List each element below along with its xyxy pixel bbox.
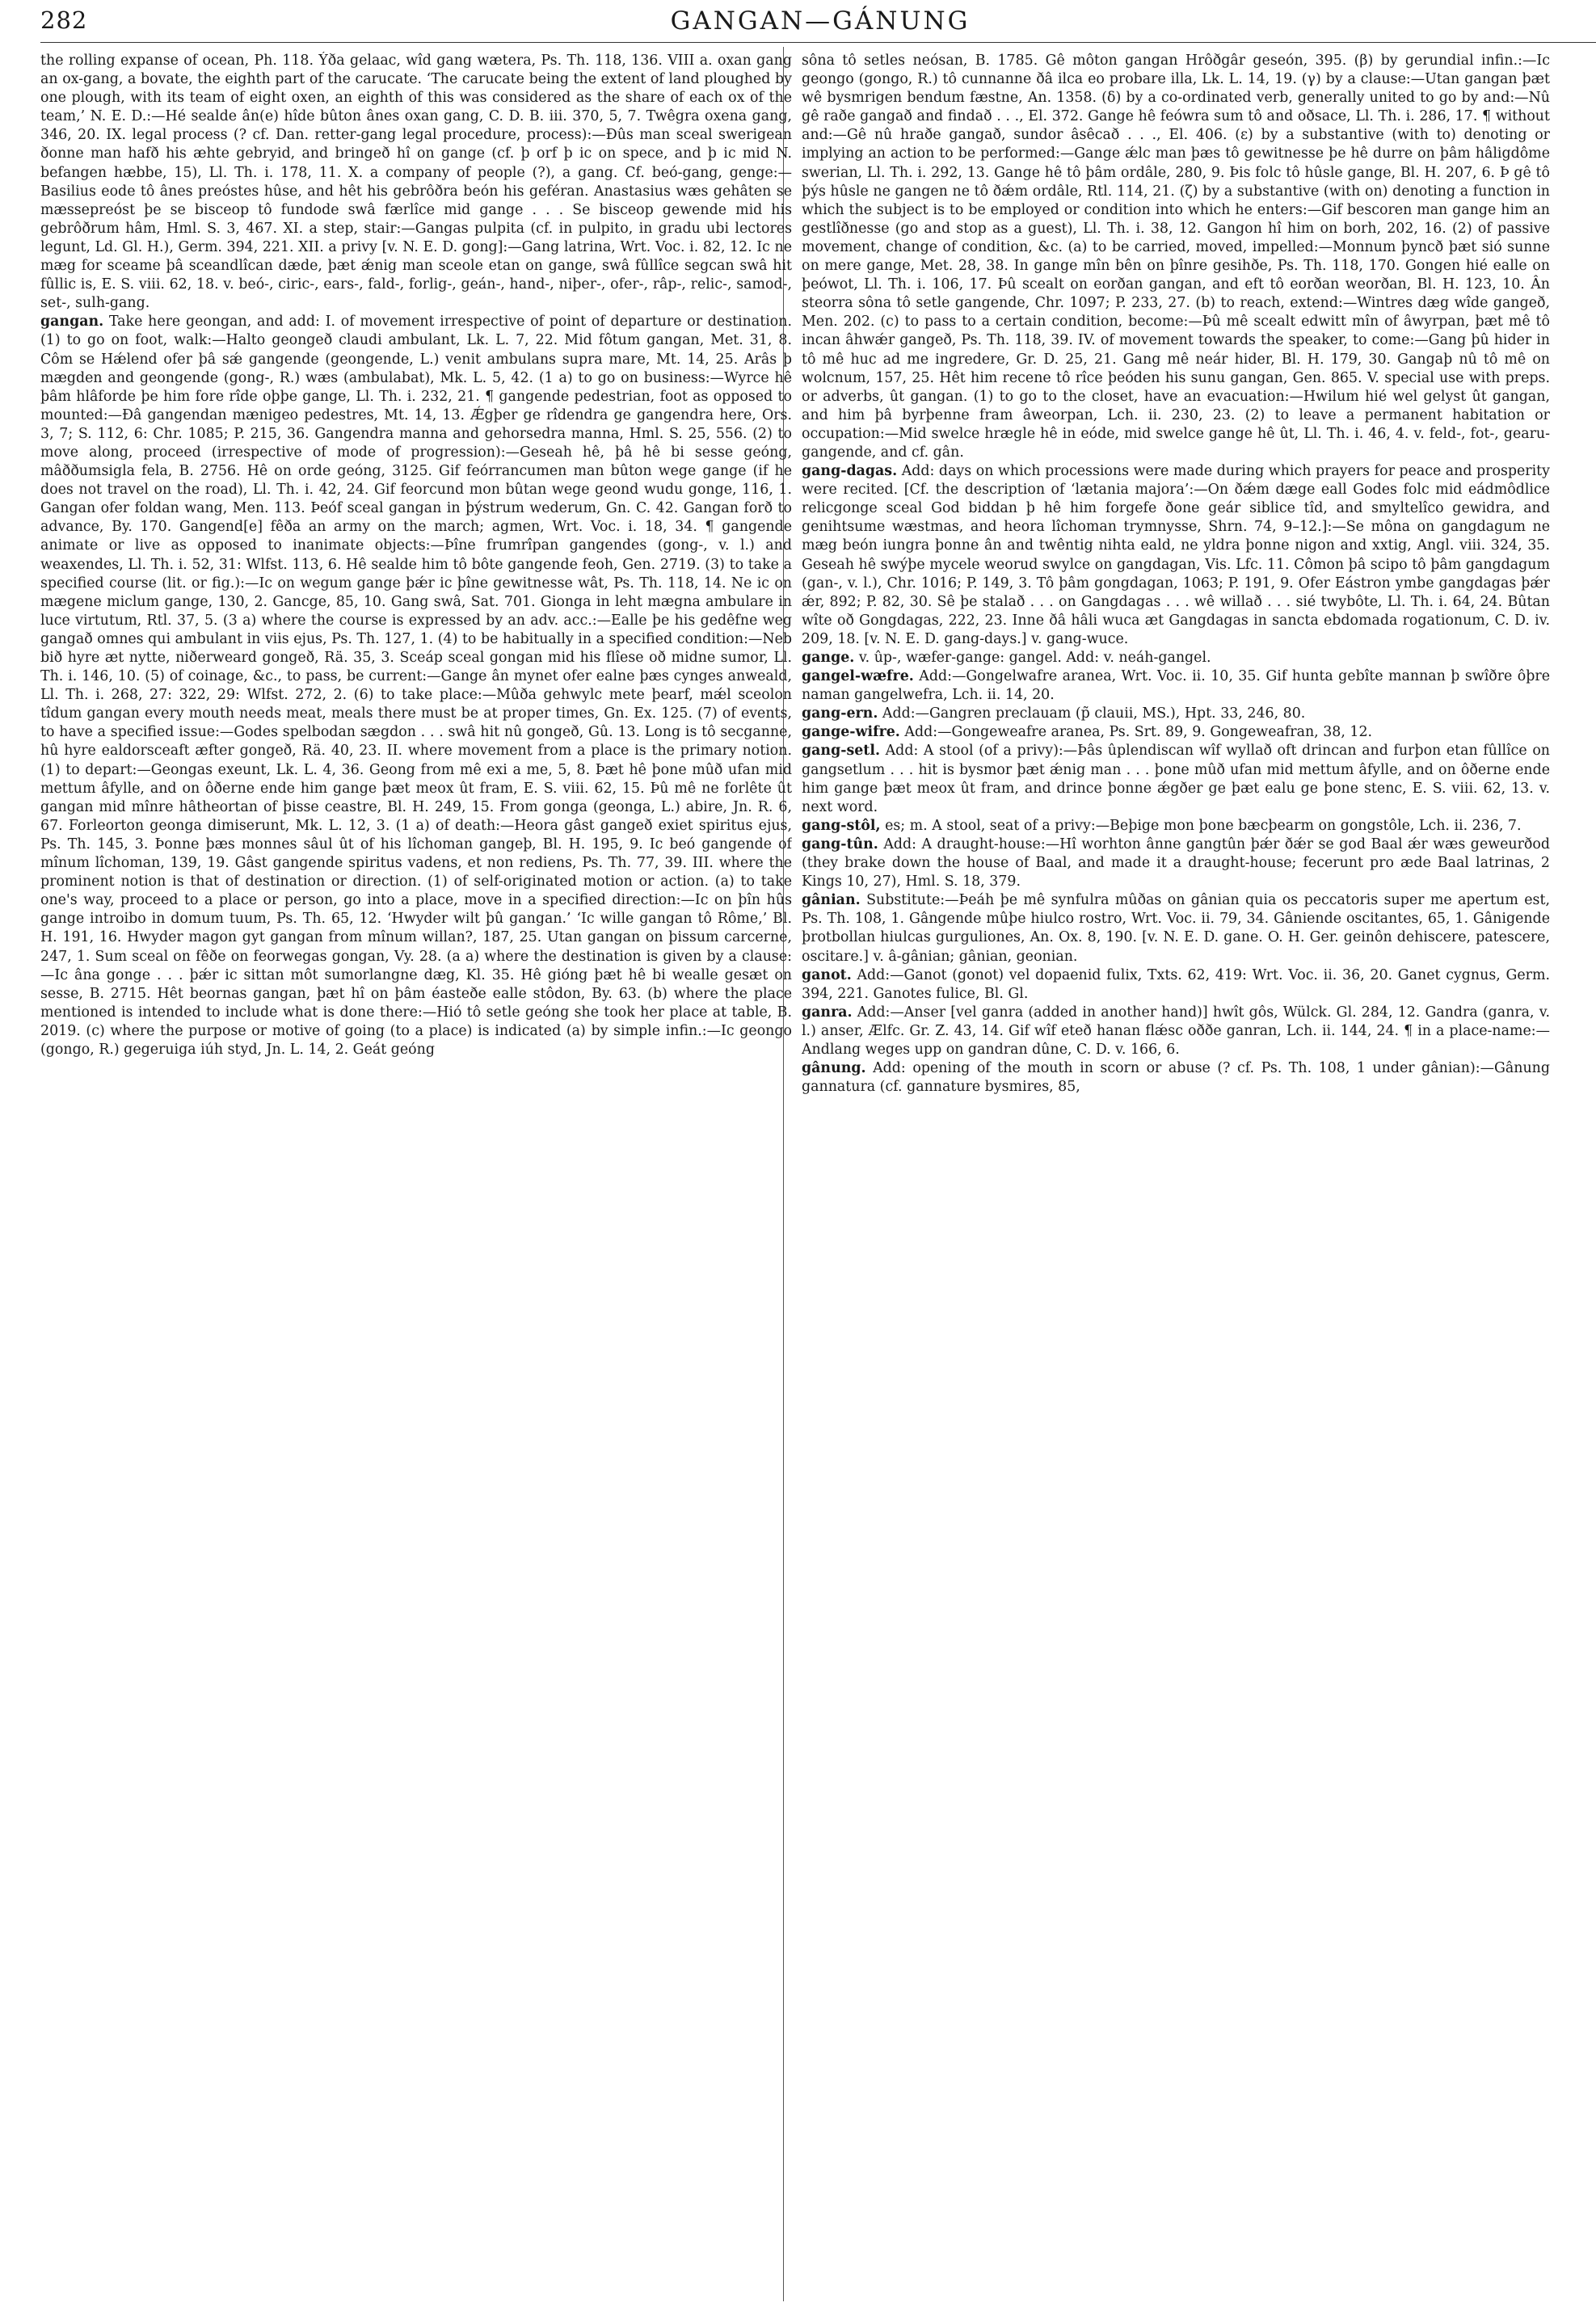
dictionary-entry	[40, 313, 792, 1059]
entry-headword: gange-wifre.	[802, 724, 900, 741]
entry-headword: gangan.	[40, 314, 104, 330]
entry-headword: gang-tûn.	[802, 836, 878, 852]
page-header	[40, 5, 1596, 37]
dictionary-entry	[802, 649, 1550, 667]
dictionary-entry	[802, 705, 1550, 723]
entry-text: the rolling expanse of ocean, Ph. 118. Ýða gelaac, wîd gang wætera, Ps. Th. 118, 136. VIII a. oxan gang an ox-gang, a bovate, the eighth part of the carucate. ‘The carucate being the extent of land ploughed by one plough, with its team of eight oxen, an eighth of this was considered as the share of each ox of the team,’ N. E. D.:—Hé sealde ân(e) hîde bûton ânes oxan gang, C. D. B. iii. 370, 5, 7. Twêgra oxena gang, 346, 20. IX. legal process (? cf. Dan. retter-gang legal procedure, process):—Ðûs man sceal swerigean ðonne man hafð his æhte gebryid, and bringeð hî on gange (cf. þ orf þ ic on spece, and þ ic mid N. befangen hæbbe, 15), Ll. Th. i. 178, 11. X. a company of people (?), a gang. Cf. beó-gang, genge:—Basilius eode tô ânes preóstes hûse, and hêt his gebrôðra beón his geféran. Anastasius wæs gehâten se mæssepreóst þe se bisceop tô fundode swâ færlîce mid gange . . . Se bisceop gewende mid his gebrôðrum hâm, Hml. S. 3, 467. XI. a step, stair:—Gangas pulpita (cf. in pulpito, in gradu ubi lectores legunt, Ld. Gl. H.), Germ. 394, 221. XII. a privy [v. N. E. D. gong]:—Gang latrina, Wrt. Voc. i. 82, 12. Ic ne mæg for sceame þâ sceandlîcan dæde, þæt ǽnig man sceole etan on gange, swâ fûllîce segcan swâ hit fûllic is, E. S. viii. 62, 18. v. beó-, ciric-, ears-, fald-, forlig-, geán-, hand-, niþer-, ofer-, râp-, relic-, samod-, set-, sulh-gang.	[40, 53, 792, 312]
entry-text: Add:—Gongelwafre aranea, Wrt. Voc. ii. 10, 35. Gif hunta gebîte mannan þ swîðre ôþre naman gangelwefra, Lch. ii. 14, 20.	[802, 668, 1550, 704]
entry-text: v. ûp-, wæfer-gange: gangel. Add: v. neáh-gangel.	[858, 650, 1211, 666]
dictionary-entry	[802, 817, 1550, 836]
entry-headword: gang-stôl,	[802, 817, 881, 834]
entry-text: Add:—Gongeweafre aranea, Ps. Srt. 89, 9. Gongeweafran, 38, 12.	[904, 724, 1373, 741]
entry-headword: ganot.	[802, 966, 852, 983]
dictionary-entry	[802, 966, 1550, 1004]
entry-headword: ganra.	[802, 1004, 853, 1021]
entry-text: Add:—Gangren preclauam (p̃ clauii, MS.), Hpt. 33, 246, 80.	[882, 705, 1306, 722]
dictionary-entry	[802, 723, 1550, 742]
entry-headword: gang-ern.	[802, 705, 878, 722]
entry-text: Add: days on which processions were made during which prayers for peace and prosperity were recited. [Cf. the description of ‘lætania majora’:—On ðǽm dæge eall Godes folc mid eádmôdlice relicgonge sceal God biddan þ hê him forgefe ðone geár siblice tîd, and smyltelîco gewidra, and genihtsume wæstmas, and heora lîchoman trymnysse, Shrn. 74, 9–12.]:—Se môna on gangdagum ne mæg beón iungra þonne ân and twêntig nihta eald, ne yldra þonne nigon and xxtig, Angl. viii. 324, 35. Geseah hê swýþe mycele weorud swylce on gangdagan, Vis. Lfc. 11. Cômon þâ scipo tô þâm gangdagum (gan-, v. l.), Chr. 1016; P. 149, 3. Tô þâm gongdagan, 1063; P. 191, 9. Ofer Eástron ymbe gangdagas þǽr ǽr, 892; P. 82, 30. Sê þe stalað . . . on Gangdagas . . . wê willað . . . sié twybôte, Ll. Th. i. 64, 24. Bûtan wîte oð Gongdagas, 222, 23. Inne ðâ hâli wuca æt Gangdagas in sancta ebdomada rogationum, C. D. iv. 209, 18. [v. N. E. D. gang-days.] v. gang-wuce.	[802, 463, 1550, 647]
dictionary-entry	[802, 742, 1550, 816]
entry-text: es; m. A stool, seat of a privy:—Beþige mon þone bæcþearm on gongstôle, Lch. ii. 236, 7.	[885, 817, 1522, 834]
entry-text: Add: A stool (of a privy):—Þâs ûplendiscan wîf wyllað oft drincan and furþon etan fûllîce on gangsetlum . . . hit is bysmor þæt ǽnig man . . . þone mûð ufan mid mettum âfylle, and on ôðerne ende him gange þæt meox ût fram, and drince þonne ǽgðer ge þæt ealu ge þone stenc, E. S. viii. 62, 13. v. next word.	[802, 743, 1550, 815]
dictionary-entry	[802, 667, 1550, 705]
header-rule	[40, 42, 1596, 43]
dictionary-entry	[802, 836, 1550, 891]
dictionary-entry	[40, 52, 792, 313]
dictionary-entry	[802, 1004, 1550, 1059]
entry-headword: gânung.	[802, 1060, 866, 1077]
entry-text: Add: A draught-house:—Hî worhton ânne gangtûn þǽr ðǽr se god Baal ǽr wæs geweurðod (they brake down the house of Baal, and made it a draught-house; fecerunt pro æde Baal latrinas, 2 Kings 10, 27), Hml. S. 18, 379.	[802, 836, 1550, 890]
entry-text: Take here geongan, and add: I. of movement irrespective of point of departure or destination. (1) to go on foot, walk:—Halto geongeð claudi ambulant, Lk. L. 7, 22. Mid fôtum gangan, Met. 31, 8. Côm se Hǽlend ofer þâ sǽ gangende (geongende, L.) venit ambulans supra mare, Mt. 14, 25. Arâs þ mægden and geongende (gong-, R.) wæs (ambulabat), Mk. L. 5, 42. (1 a) to go on business:—Wyrce hê þâm hlâforde þe him fore rîde oþþe gange, Ll. Th. i. 232, 21. ¶ gangende pedestrian, foot as opposed to mounted:—Ðâ gangendan mænigeo pedestres, Mt. 14, 13. Ǽgþer ge rîdendra ge gangendra here, Ors. 3, 7; S. 112, 6: Chr. 1085; P. 215, 36. Gangendra manna and gehorsedra manna, Hml. S. 25, 556. (2) to move along, proceed (irrespective of mode of progression):—Geseah hê, þâ hê bi sesse geóng, mâððumsigla fela, B. 2756. Hê on orde geóng, 3125. Gif feórrancumen man bûton wege gange (if he does not travel on the road), Ll. Th. i. 42, 24. Gif feorcund mon bûtan wege geond wudu gonge, 116, 1. Gangan ofer foldan wang, Men. 113. Þeóf sceal gangan in þýstrum wederum, Gn. C. 42. Gangan forð to advance, By. 170. Gangend[e] fêða an army on the march; agmen, Wrt. Voc. i. 18, 34. ¶ gangende animate or live as opposed to inanimate objects:—Þîne frumrîpan gangendes (gong-, v. l.) and weaxendes, Ll. Th. i. 52, 31: Wlfst. 113, 6. Hê sealde him tô bôte gangende feoh, Gen. 2719. (3) to take a specified course (lit. or fig.):—Ic on wegum gange þǽr ic þîne gewitnesse wât, Ps. Th. 118, 14. Ne ic on mægene miclum gange, 130, 2. Gancge, 85, 10. Gang swâ, Sat. 701. Gionga in leht mægna ambulare in luce virtutum, Rtl. 37, 5. (3 a) where the course is expressed by an adv. acc.:—Ealle þe his gedêfne weg gangað omnes qui ambulant in viis ejus, Ps. Th. 127, 1. (4) to be habitually in a specified condition:—Neb bið hyre æt nytte, niðerweard gongeð, Rä. 35, 3. Sceáp sceal gongan mid his flîese oð midne sumor, Ll. Th. i. 146, 10. (5) of coinage, &c., to pass, be current:—Gange ân mynet ofer ealne þæs cynges anweald, Ll. Th. i. 268, 27: 322, 29: Wlfst. 272, 2. (6) to take place:—Mûða gehwylc mete þearf, mǽl sceolon tîdum gangan every mouth needs meat, meals there must be at proper times, Gn. Ex. 125. (7) of events, to have a specified issue:—Godes spelbodan sægdon . . . swâ hit nû gongeð, Gû. 13. Long is tô secganne, hû hyre ealdorsceaft æfter gongeð, Rä. 40, 23. II. where movement from a place is the primary notion. (1) to depart:—Geongas exeunt, Lk. L. 4, 36. Geong from mê exi a me, 5, 8. Þæt hê þone mûð ufan mid mettum âfylle, and on ôðerne ende him gange þæt meox ût fram, E. S. viii. 62, 15. Þû mê ne forlête ût gangan mid mînre hâtheortan of þisse ceastre, Bl. H. 249, 15. From gonga (geonga, L.) abire, Jn. R. 6, 67. Forleorton geonga dimiserunt, Mk. L. 12, 3. (1 a) of death:—Heora gâst gangeð exiet spiritus ejus, Ps. Th. 145, 3. Þonne þæs monnes sâul ût of his lîchoman gangeþ, Bl. H. 195, 9. Ic beó gangende of mînum lîchoman, 139, 19. Gâst gangende spiritus vadens, et non rediens, Ps. Th. 77, 39. III. where the prominent notion is that of destination or direction. (1) of self-originated motion or action. (a) to take one's way, proceed to a place or person, go into a place, move in a specified direction:—Ic on þîn hûs gange introibo in domum tuum, Ps. Th. 65, 12. ‘Hwyder wilt þû gangan.’ ‘Ic wille gangan tô Rôme,’ Bl. H. 191, 16. Hwyder magon gyt gangan from mînum willan?, 187, 25. Utan gangan on þissum carcerne, 247, 1. Sum sceal on fêðe on feorwegas gongan, Vy. 28. (a a) where the destination is given by a clause:—Ic âna gonge . . . þǽr ic sittan môt sumorlangne dæg, Kl. 35. Hê gióng þæt hê bi wealle gesæt on sesse, B. 2715. Hêt beornas gangan, þæt hî on þâm éasteðe ealle stôdon, By. 63. (b) where the place mentioned is intended to include what is done there:—Hió tô setle geóng she took her place at table, B. 2019. (c) where the purpose or motive of going (to a place) is indicated (a) by simple infin.:—Ic geongo (gongo, R.) gegeruiga iúh styd, Jn. L. 14, 2. Geát geóng	[40, 314, 792, 1058]
running-head: GANGAN—GÁNUNG	[670, 6, 971, 36]
entry-headword: gang-dagas.	[802, 463, 898, 480]
entry-text: sôna tô setles neósan, B. 1785. Gê môton gangan Hrôðgâr geseón, 395. (β) by gerundial infin.:—Ic geongo (gongo, R.) tô cunnanne ðâ ilca eo probare illa, Lk. L. 14, 19. (γ) by a clause:—Utan gangan þæt wê bysmrigen bendum fæstne, An. 1358. (δ) by a co-ordinated verb, generally united to go by and:—Nû gê raðe gangað and findað . . ., El. 372. Gange hê feówra sum tô and oðsace, Ll. Th. i. 286, 17. ¶ without and:—Gê nû hraðe gangað, sundor âsêcað . . ., El. 406. (ε) by a substantive (with to) denoting or implying an action to be performed:—Gange ǽlc man þæs tô gewitnesse þe hê durre on þâm hâligdôme swerian, Ll. Th. i. 292, 13. Gange hê tô þâm ordâle, 280, 9. Þis folc tô hûsle gange, Bl. H. 207, 6. Þ gê tô þýs hûsle ne gangen ne tô ðǽm ordâle, Rtl. 114, 21. (ζ) by a substantive (with on) denoting a function in which the subject is to be employed or condition into which he enters:—Gif bescoren man gange him an gestlîðnesse (go and stop as a guest), Ll. Th. i. 38, 12. Gangon hî him on borh, 202, 16. (2) of passive movement, change of condition, &c. (a) to be carried, moved, impelled:—Monnum þyncð þæt sió sunne on mere gange, Met. 28, 38. In gange mîn bên on þînre gesihðe, Ps. Th. 118, 170. Gongen hié ealle on þeówot, Ll. Th. i. 106, 17. Þû scealt on eorðan gangan, and eft tô eorðan weorðan, Bl. H. 123, 10. Ân steorra sôna tô setle gangende, Chr. 1097; P. 233, 27. (b) to reach, extend:—Wintres dæg wîde gangeð, Men. 202. (c) to pass to a certain condition, become:—Þû mê scealt edwitt mîn of âwyrpan, þæt mê tô incan âhwǽr gangeð, Ps. Th. 118, 39. IV. of movement towards the speaker, to come:—Gang þû hider in tô mê huc ad me ingredere, Gr. D. 25, 21. Gang mê neár hider, Bl. H. 179, 30. Gangaþ nû tô mê on wolcnum, 157, 25. Hêt him recene tô rîce þeóden his sunu gangan, Gen. 865. V. special use with preps. or adverbs, ût gangan. (1) to go to the closet, have an evacuation:—Hwilum hié wel gelyst ût gangan, and him þâ byrþenne fram âweorpan, Lch. ii. 230, 23. (2) to leave a permanent habitation or occupation:—Mid swelce hrægle hê in eóde, mid swelce gange hê ût, Ll. Th. i. 46, 4. v. feld-, fot-, gearu-gangende, and cf. gân.	[802, 53, 1550, 461]
entry-headword: gangel-wæfre.	[802, 668, 914, 685]
entry-headword: gang-setl.	[802, 743, 880, 760]
entry-text: Add:—Ganot (gonot) vel dopaenid fulix, Txts. 62, 419: Wrt. Voc. ii. 36, 20. Ganet cygnus, Germ. 394, 221. Ganotes fulice, Bl. Gl.	[802, 966, 1550, 1002]
right-column	[802, 52, 1550, 2298]
page-number: 282	[40, 6, 88, 34]
entry-text: Add:—Anser [vel ganra (added in another hand)] hwît gôs, Wülck. Gl. 284, 12. Gandra (ganra, v. l.) anser, Ælfc. Gr. Z. 43, 14. Gif wîf eteð hanan flǽsc oððe ganran, Lch. ii. 144, 24. ¶ in a place-name:—Andlang weges upp on gandran dûne, C. D. v. 166, 6.	[802, 1004, 1550, 1058]
dictionary-entry	[802, 891, 1550, 966]
entry-text: Substitute:—Þeáh þe mê synfulra mûðas on gânian quia os peccatoris super me apertum est, Ps. Th. 108, 1. Gângende mûþe hiulco rostro, Wrt. Voc. ii. 79, 34. Gâniende oscitantes, 65, 1. Gânigende þrotbollan hiulcas gurguliones, An. Ox. 8, 190. [v. N. E. D. gane. O. H. Ger. geinôn dehiscere, patescere, oscitare.] v. â-gânian; gânian, geonian.	[802, 892, 1550, 965]
entry-headword: gânian.	[802, 892, 861, 909]
dictionary-entry	[802, 1059, 1550, 1097]
entry-text: Add: opening of the mouth in scorn or abuse (? cf. Ps. Th. 108, 1 under gânian):—Gânung gannatura (cf. gannature bysmires, 85,	[802, 1060, 1550, 1096]
dictionary-entry	[802, 462, 1550, 649]
left-column	[40, 52, 792, 2298]
dictionary-entry	[802, 52, 1550, 462]
entry-headword: gange.	[802, 650, 855, 666]
